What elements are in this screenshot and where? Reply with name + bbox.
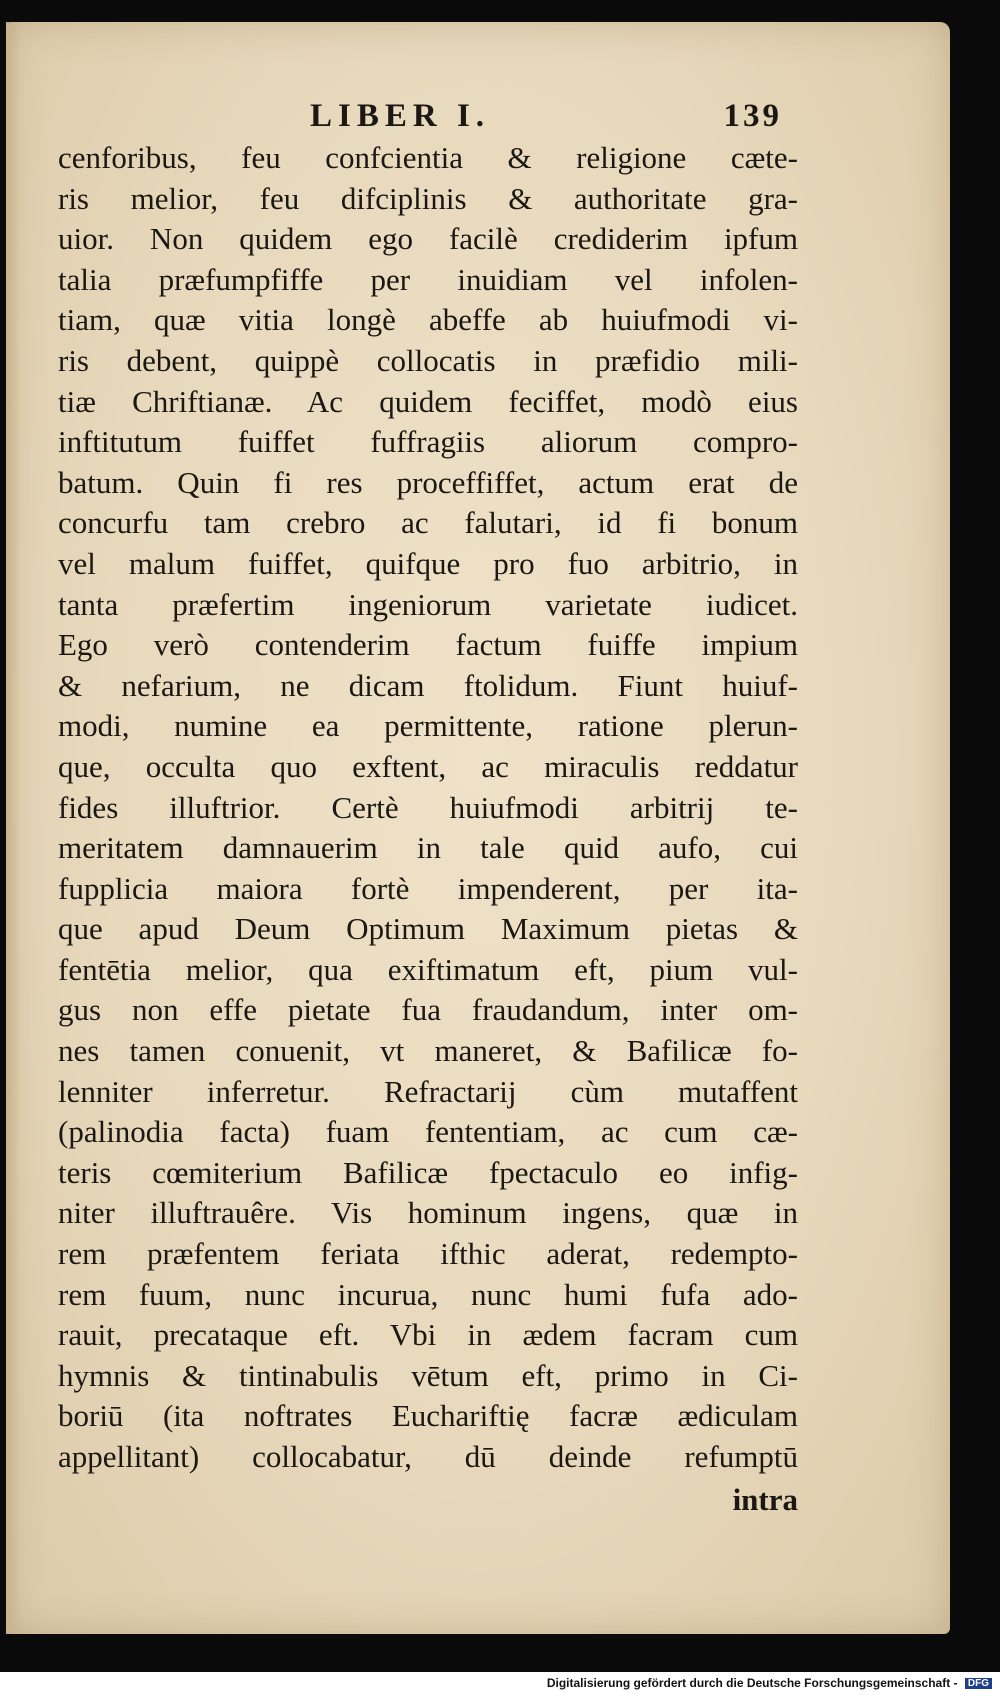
text-line: fentētia melior, qua exiftimatum eft, pium vul- [58,951,798,987]
text-line: batum. Quin fi res proceffiffet, actum erat de [58,464,798,500]
dfg-logo: DFG [965,1678,992,1689]
text-line: meritatem damnauerim in tale quid aufo, cui [58,830,798,866]
text-line: & nefarium, ne dicam ftolidum. Fiunt huiuf- [58,667,798,703]
text-line: niter illuftrauêre. Vis hominum ingens, quæ in [58,1195,798,1231]
text-line: concurfu tam crebro ac falutari, id fi bonum [58,505,798,541]
text-line: boriū (ita noftrates Euchariftię facræ ædiculam [58,1398,798,1434]
catchword: intra [732,1482,798,1517]
footer-bar [0,1672,1000,1698]
text-line: talia præfumpfiffe per inuidiam vel infolen- [58,261,798,297]
text-line: modi, numine ea permittente, ratione plerun- [58,708,798,744]
page-number: 139 [723,98,782,134]
text-line: rem fuum, nunc incurua, nunc humi fufa ado- [58,1276,798,1312]
text-line: vel malum fuiffet, quifque pro fuo arbitrio, in [58,545,798,581]
text-line: ris debent, quippè collocatis in præfidio mili- [58,342,798,378]
page-gutter-shadow [6,22,20,1634]
text-line: appellitant) collocabatur, dū deinde refumptū [58,1439,798,1474]
running-title: LIBER I. [310,98,491,134]
text-line: uior. Non quidem ego facilè crediderim ipfum [58,221,798,257]
text-line: gus non effe pietate fua fraudandum, inter om- [58,992,798,1028]
text-line: fupplicia maiora fortè impenderent, per ita- [58,870,798,906]
running-head [310,98,830,138]
text-line: inftitutum fuiffet fuffragiis aliorum compro- [58,424,798,460]
text-line: teris cœmiterium Bafilicæ fpectaculo eo infig- [58,1154,798,1190]
text-line: tiam, quæ vitia longè abeffe ab huiufmodi vi- [58,302,798,338]
text-line: tiæ Chriftianæ. Ac quidem feciffet, modò eius [58,383,798,419]
footer-credit [547,1676,992,1690]
footer-credit-text: Digitalisierung gefördert durch die Deutsche Forschungsgemeinschaft - [546,1676,958,1690]
text-line: ris melior, feu difciplinis & authoritate gra- [58,180,798,216]
body-text [58,138,798,1478]
text-line: que, occulta quo exftent, ac miraculis reddatur [58,748,798,784]
text-line: (palinodia facta) fuam fententiam, ac cum cæ- [58,1114,798,1150]
text-line: Ego verò contenderim factum fuiffe impium [58,627,798,663]
text-line: lenniter inferretur. Refractarij cùm mutaffent [58,1073,798,1109]
text-line: fides illuftrior. Certè huiufmodi arbitrij te- [58,789,798,825]
text-line: rauit, precataque eft. Vbi in ædem facram cum [58,1317,798,1353]
text-line: nes tamen conuenit, vt maneret, & Bafilicæ fo- [58,1033,798,1069]
text-line: rem præfentem feriata ifthic aderat, redempto- [58,1236,798,1272]
text-line: que apud Deum Optimum Maximum pietas & [58,911,798,947]
text-line: cenforibus, feu confcientia & religione cæte- [58,140,798,175]
text-line: tanta præfertim ingeniorum varietate iudicet. [58,586,798,622]
text-line: hymnis & tintinabulis vētum eft, primo in Ci- [58,1357,798,1393]
